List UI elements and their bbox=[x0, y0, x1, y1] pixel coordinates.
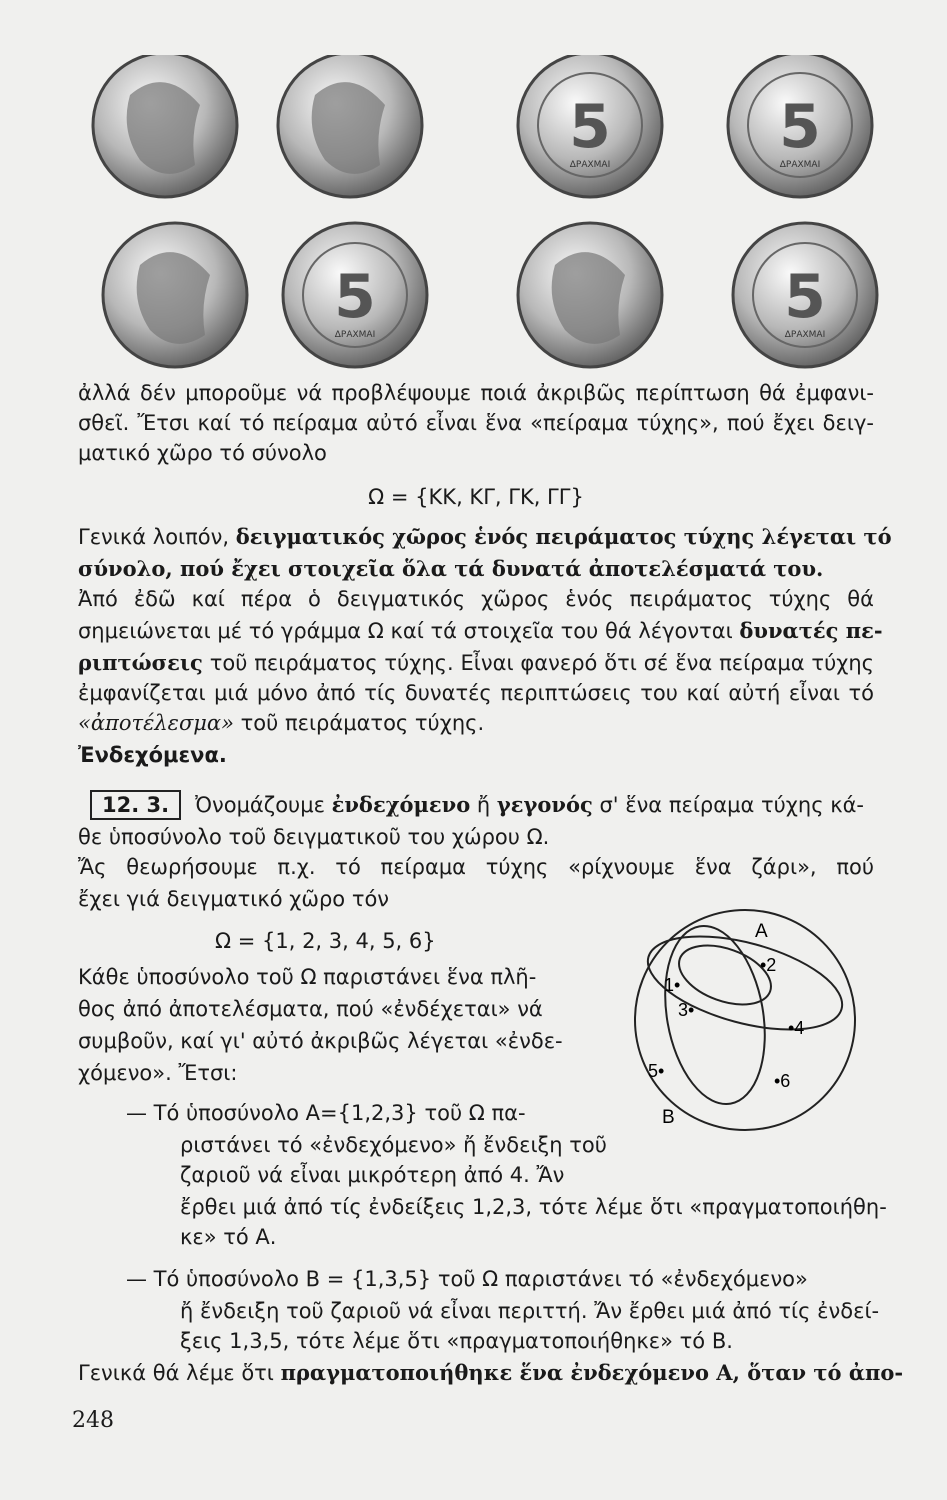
coin-tails-2 bbox=[728, 55, 872, 197]
coin-denomination: 5 bbox=[569, 92, 611, 162]
text-span: τοῦ πειράματος τύχης. Εἶναι φανερό ὅτι σέ ἕνα πείραμα τύχης bbox=[202, 651, 874, 675]
definition-bold: δειγματικός χῶρος ἑνός πειράματος τύχης λέγεται τό bbox=[235, 524, 892, 549]
text-line: θε ὑποσύνολο τοῦ δειγματικοῦ του χώρου Ω. bbox=[78, 825, 550, 849]
coin-tails-1 bbox=[518, 55, 662, 197]
text-line: ριστάνει τό «ἐνδεχόμενο» ἤ ἔνδειξη τοῦ bbox=[180, 1133, 607, 1157]
term-bold: ἐνδεχόμενο bbox=[331, 792, 471, 817]
coin-heads-2 bbox=[278, 55, 422, 197]
text-line: χόμενο». Ἔτσι: bbox=[78, 1061, 238, 1085]
venn-element-6: •6 bbox=[774, 1071, 791, 1091]
coin-denomination: 5 bbox=[784, 262, 826, 332]
text-span: Γενικά θά λέμε ὅτι bbox=[78, 1361, 281, 1385]
text-span: ἤ bbox=[470, 793, 497, 817]
section-number: 12. 3. bbox=[90, 790, 181, 820]
sample-space-formula: Ω = {ΚΚ, ΚΓ, ΓΚ, ΓΓ} bbox=[368, 485, 584, 509]
text-line bbox=[78, 708, 874, 738]
text-line: συμβοῦν, καί γι' αὐτό ἀκριβῶς λέγεται «ἐνδε- bbox=[78, 1029, 563, 1053]
text-span: σημειώνεται μέ τό γράμμα Ω καί τά στοιχεῖα του θά λέγονται bbox=[78, 619, 740, 643]
coin-currency: ΔΡΑΧΜΑΙ bbox=[784, 330, 826, 340]
text-line: σθεῖ. Ἔτσι καί τό πείραμα αὐτό εἶναι ἕνα «πείραμα τύχης», πού ἔχει δειγ- bbox=[78, 411, 874, 435]
text-line: — Τό ὑποσύνολο Α={1,2,3} τοῦ Ω πα- bbox=[126, 1101, 526, 1125]
text-line: ἐμφανίζεται μιά μόνο ἀπό τίς δυνατές περιπτώσεις του καί αὐτή εἶναι τό bbox=[78, 681, 874, 705]
term-bold: πραγματοποιήθηκε ἕνα ἐνδεχόμενο Α, ὅταν τό ἀπο- bbox=[280, 1360, 904, 1385]
coin-heads-4 bbox=[518, 223, 662, 367]
text-line bbox=[78, 1358, 904, 1388]
coin-tails-4 bbox=[733, 223, 877, 367]
venn-label-b: B bbox=[662, 1107, 675, 1128]
text-span: Ὀνομάζουμε bbox=[195, 793, 332, 817]
venn-label-a: A bbox=[755, 921, 768, 942]
coin-denomination: 5 bbox=[779, 92, 821, 162]
coin-currency: ΔΡΑΧΜΑΙ bbox=[779, 160, 821, 170]
text-line: κε» τό Α. bbox=[180, 1225, 277, 1249]
text-line: ξεις 1,3,5, τότε λέμε ὅτι «πραγματοποιήθηκε» τό Β. bbox=[180, 1329, 733, 1353]
section-heading: Ἐνδεχόμενα. bbox=[78, 743, 227, 767]
term-bold: ριπτώσεις bbox=[78, 650, 203, 675]
text-line: ἀλλά δέν μποροῦμε νά προβλέψουμε ποιά ἀκριβῶς περίπτωση θά ἐμφανι- bbox=[78, 381, 874, 405]
text-span: Γενικά λοιπόν, bbox=[78, 525, 236, 549]
term-bold: γεγονός bbox=[496, 792, 593, 817]
venn-element-2: •2 bbox=[760, 955, 777, 975]
text-line: — Τό ὑποσύνολο Β = {1,3,5} τοῦ Ω παριστάνει τό «ἐνδεχόμενο» bbox=[126, 1267, 808, 1291]
venn-element-4: •4 bbox=[788, 1018, 805, 1038]
text-line: ἤ ἔνδειξη τοῦ ζαριοῦ νά εἶναι περιττή. Ἄν ἔρθει μιά ἀπό τίς ἐνδεί- bbox=[180, 1299, 880, 1323]
coin-photos bbox=[70, 55, 890, 375]
text-line: ἔχει γιά δειγματικό χῶρο τόν bbox=[78, 887, 390, 911]
coin-denomination: 5 bbox=[334, 262, 376, 332]
die-sample-space-formula: Ω = {1, 2, 3, 4, 5, 6} bbox=[215, 929, 436, 953]
term-italic: «ἀποτέλεσμα» bbox=[78, 711, 234, 735]
text-line: ματικό χῶρο τό σύνολο bbox=[78, 441, 327, 465]
text-line bbox=[78, 616, 883, 646]
venn-element-5: 5• bbox=[648, 1061, 665, 1081]
section-first-line bbox=[90, 790, 874, 820]
coin-currency: ΔΡΑΧΜΑΙ bbox=[569, 160, 611, 170]
venn-diagram bbox=[600, 905, 890, 1135]
coin-heads-1 bbox=[93, 55, 237, 197]
coin-heads-3 bbox=[103, 223, 247, 367]
text-line: ζαριοῦ νά εἶναι μικρότερη ἀπό 4. Ἄν bbox=[180, 1163, 565, 1187]
text-line: Ἄς θεωρήσουμε π.χ. τό πείραμα τύχης «ρίχνουμε ἕνα ζάρι», πού bbox=[78, 855, 874, 879]
coin-currency: ΔΡΑΧΜΑΙ bbox=[334, 330, 376, 340]
term-bold: δυνατές πε- bbox=[739, 618, 883, 643]
definition-line bbox=[78, 522, 892, 552]
text-span: τοῦ πειράματος τύχης. bbox=[233, 711, 485, 735]
venn-element-3: 3• bbox=[678, 1000, 695, 1020]
text-line: Κάθε ὑποσύνολο τοῦ Ω παριστάνει ἕνα πλῆ- bbox=[78, 965, 537, 989]
text-line bbox=[78, 648, 874, 678]
text-span: σ' ἕνα πείραμα τύχης κά- bbox=[592, 793, 865, 817]
page-number: 248 bbox=[72, 1408, 114, 1433]
coins-illustration bbox=[70, 55, 890, 375]
text-line: θος ἀπό ἀποτελέσματα, πού «ἐνδέχεται» νά bbox=[78, 997, 543, 1021]
text-line: Ἀπό ἐδῶ καί πέρα ὁ δειγματικός χῶρος ἑνός πειράματος τύχης θά bbox=[78, 587, 874, 611]
coin-tails-3 bbox=[283, 223, 427, 367]
definition-line: σύνολο, πού ἔχει στοιχεῖα ὅλα τά δυνατά ἀποτελέσματά του. bbox=[78, 556, 824, 581]
venn-element-1: 1• bbox=[664, 975, 681, 995]
text-line: ἔρθει μιά ἀπό τίς ἐνδείξεις 1,2,3, τότε λέμε ὅτι «πραγματοποιήθη- bbox=[180, 1195, 887, 1219]
